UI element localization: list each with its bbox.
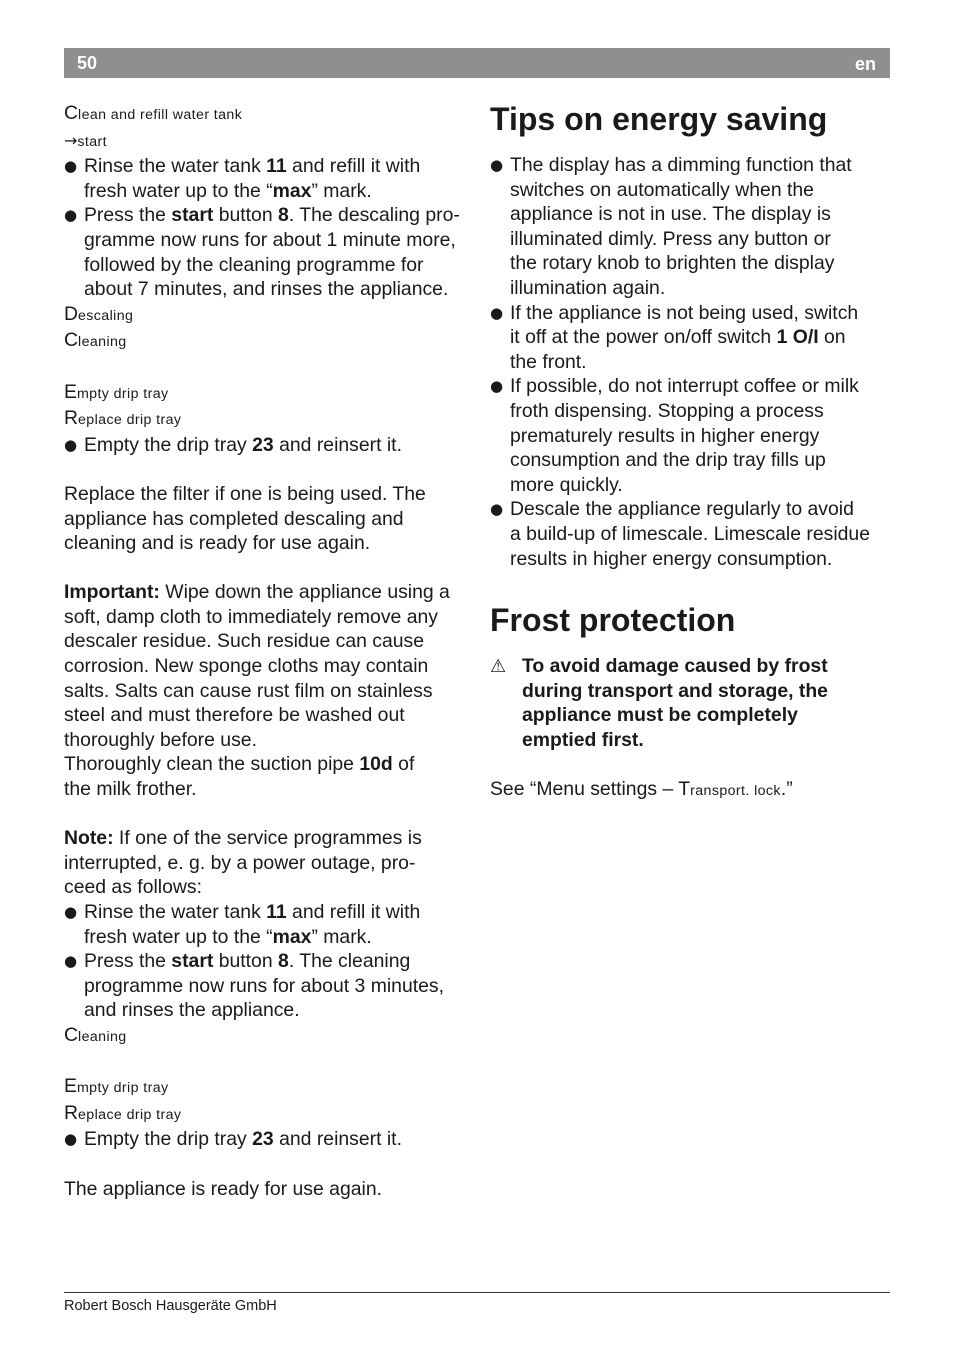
paragraph-suction-pipe: Thoroughly clean the suction pipe 10d of the milk frother. [64, 753, 415, 801]
list-item: ● Rinse the water tank 11 and refill it with fresh water up to the “max” mark. [64, 901, 421, 948]
left-column [64, 101, 474, 1201]
bullet-icon: ● [64, 157, 78, 176]
list-item: ● Press the start button 8. The cleaning programme now runs for about 3 minutes, and rinses the appliance. [64, 950, 444, 1022]
list-item: ● Descale the appliance regularly to avoid a build-up of limescale. Limescale residue results in higher energy consumption. [490, 498, 870, 570]
list-item: ● The display has a dimming function that switches on automatically when the appliance is not in use. The display is illuminated dimly. Press any button or the rotary knob to brighten the display illumination again. [490, 154, 852, 299]
heading-frost-protection: Frost protection [490, 602, 736, 639]
bullet-icon: ● [490, 377, 504, 396]
list-item: ● Empty the drip tray 23 and reinsert it. [64, 433, 402, 456]
warning-frost: ⚠ To avoid damage caused by frost during transport and storage, the appliance must be completely emptied first. [490, 655, 828, 751]
bullet-icon: ● [64, 1130, 78, 1149]
display-replace-drip-tray: Replace drip tray [64, 407, 182, 430]
bullet-icon: ● [490, 303, 504, 322]
page-header-bar [64, 48, 890, 78]
warning-triangle-icon: ⚠ [490, 656, 507, 678]
display-cleaning: Cleaning [64, 1023, 127, 1046]
paragraph-important: Important: Wipe down the appliance using a soft, damp cloth to immediately remove any descaler residue. Such residue can cause corrosion. New sponge cloths may contain salts. Salts can cause rust film on stainless steel and must therefore be washed out thoroughly before use. [64, 581, 450, 751]
page-number: 50 [77, 53, 98, 73]
arrow-right-icon: → [64, 130, 78, 150]
paragraph-ready: The appliance is ready for use again. [64, 1177, 382, 1200]
display-empty-drip-tray: Empty drip tray [64, 1075, 169, 1098]
list-item: ● If possible, do not interrupt coffee or milk froth dispensing. Stopping a process prematurely results in higher energy consumption and the drip tray fills up more quickly. [490, 375, 859, 496]
bullet-icon: ● [64, 435, 78, 454]
bullet-icon: ● [490, 156, 504, 174]
heading-tips-energy-saving: Tips on energy saving [490, 101, 828, 137]
bullet-icon: ● [64, 903, 78, 921]
step-clean-refill-title: Clean and refill water tank [64, 102, 243, 124]
bullet-icon: ● [64, 952, 78, 971]
display-cleaning: Cleaning [64, 329, 127, 352]
list-item: ● Press the start button 8. The descaling pro- gramme now runs for about 1 minute more, followed by the cleaning programme for about 7 minutes, and rinses the appliance. [64, 204, 460, 301]
language-code: en [854, 54, 876, 74]
footer-company: Robert Bosch Hausgeräte GmbH [64, 1298, 277, 1314]
bullet-icon: ● [490, 500, 504, 519]
display-empty-drip-tray: Empty drip tray [64, 380, 169, 403]
paragraph-replace-filter: Replace the filter if one is being used. The appliance has completed descaling and cleaning and is ready for use again. [64, 482, 426, 555]
display-descaling: Descaling [64, 302, 134, 325]
display-replace-drip-tray: Replace drip tray [64, 1101, 182, 1124]
right-column [490, 101, 895, 804]
paragraph-note: Note: If one of the service programmes is interrupted, e. g. by a power outage, pro- ceed as follows: [64, 827, 422, 899]
step-start-indicator: →start [64, 130, 107, 150]
list-item: ● Empty the drip tray 23 and reinsert it. [64, 1128, 402, 1151]
footer-divider [64, 1292, 890, 1293]
list-item: ● If the appliance is not being used, switch it off at the power on/off switch 1 O/I on the front. [490, 301, 859, 373]
see-menu-settings: See “Menu settings – Transport. lock.” [490, 778, 793, 801]
bullet-icon: ● [64, 206, 78, 225]
list-item: ● Rinse the water tank 11 and refill it with fresh water up to the “max” mark. [64, 155, 421, 202]
